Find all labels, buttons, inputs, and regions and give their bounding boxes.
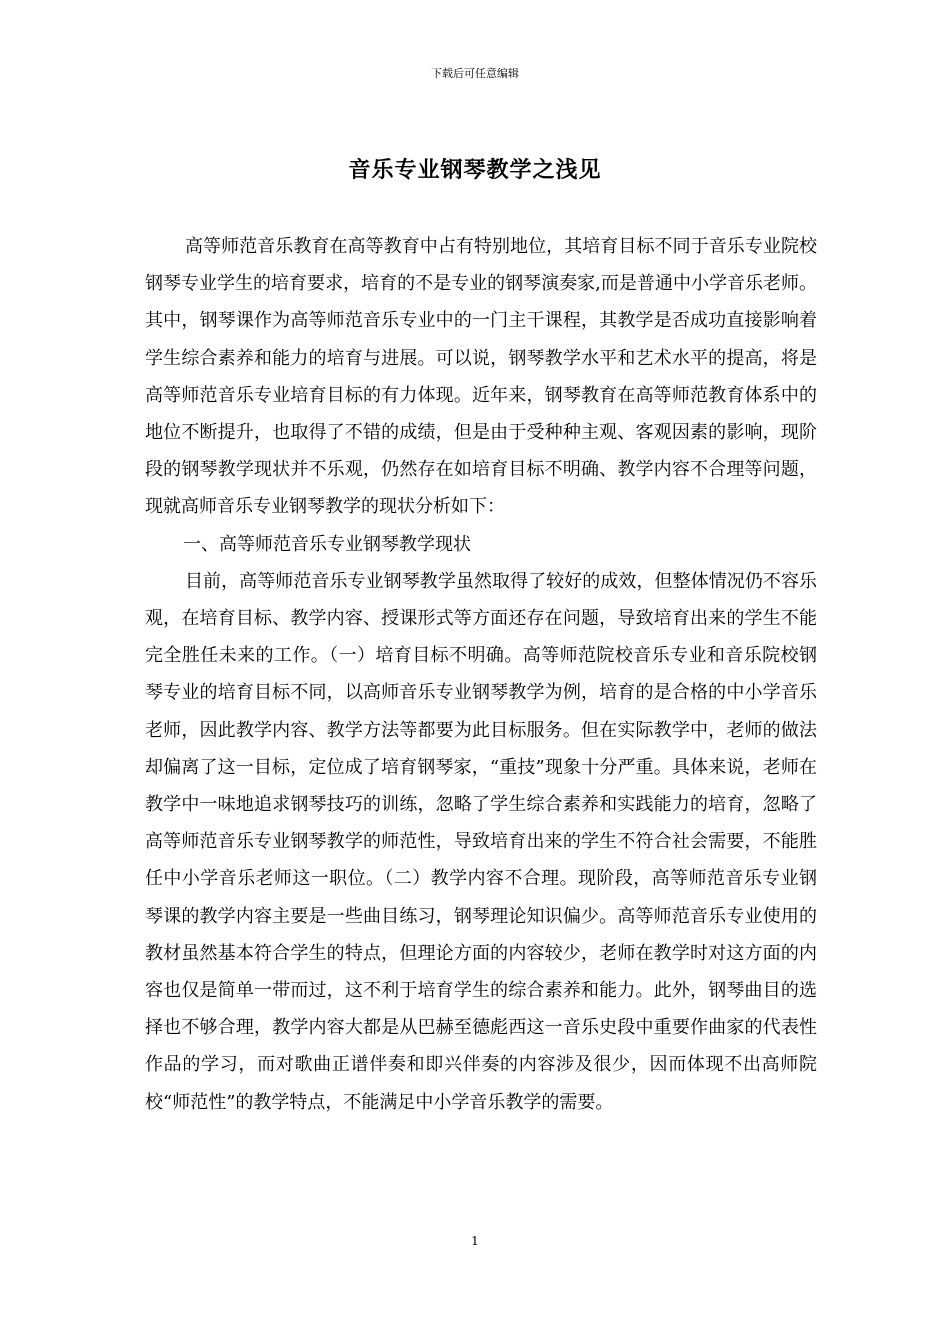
section-paragraph: 目前，高等师范音乐专业钢琴教学虽然取得了较好的成效，但整体情况仍不容乐观，在培育目标、教学内容、授课形式等方面还存在问题，导致培育出来的学生不能完全胜任未来的工作。（一）培育目标不明确。高等师范院校音乐专业和音乐院校钢琴专业的培育目标不同，以高师音乐专业钢琴教学为例，培育的是合格的中小学音乐老师，因此教学内容、教学方法等都要为此目标服务。但在实际教学中，老师的做法却偏离了这一目标，定位成了培育钢琴家，“重技”现象十分严重。具体来说，老师在教学中一味地追求钢琴技巧的训练，忽略了学生综合素养和实践能力的培育，忽略了高等师范音乐专业钢琴教学的师范性，导致培育出来的学生不符合社会需要，不能胜任中小学音乐老师这一职位。（二）教学内容不合理。现阶段，高等师范音乐专业钢琴课的教学内容主要是一些曲目练习，钢琴理论知识偏少。高等师范音乐专业使用的教材虽然基本符合学生的特点，但理论方面的内容较少，老师在教学时对这方面的内容也仅是简单一带而过，这不利于培育学生的综合素养和能力。此外，钢琴曲目的选择也不够合理，教学内容大都是从巴赫至德彪西这一音乐史段中重要作曲家的代表性作品的学习，而对歌曲正谱伴奏和即兴伴奏的内容涉及很少，因而体现不出高师院校“师范性”的教学特点，不能满足中小学音乐教学的需要。 — [145, 570, 817, 1113]
page-header: 下载后可任意编辑 — [431, 67, 519, 80]
page-number: 1 — [471, 1234, 479, 1248]
document-title: 音乐专业钢琴教学之浅见 — [348, 157, 602, 183]
section-heading: 一、高等师范音乐专业钢琴教学现状 — [183, 533, 471, 555]
intro-paragraph: 高等师范音乐教育在高等教育中占有特别地位，其培育目标不同于音乐专业院校钢琴专业学生的培育要求，培育的不是专业的钢琴演奏家,而是普通中小学音乐老师。其中，钢琴课作为高等师范音乐专业中的一门主干课程，其教学是否成功直接影响着学生综合素养和能力的培育与进展。可以说，钢琴教学水平和艺术水平的提高，将是高等师范音乐专业培育目标的有力体现。近年来，钢琴教育在高等师范教育体系中的地位不断提升，也取得了不错的成绩，但是由于受种种主观、客观因素的影响，现阶段的钢琴教学现状并不乐观，仍然存在如培育目标不明确、教学内容不合理等问题，现就高师音乐专业钢琴教学的现状分析如下： — [145, 236, 817, 518]
document-body — [145, 228, 817, 1121]
